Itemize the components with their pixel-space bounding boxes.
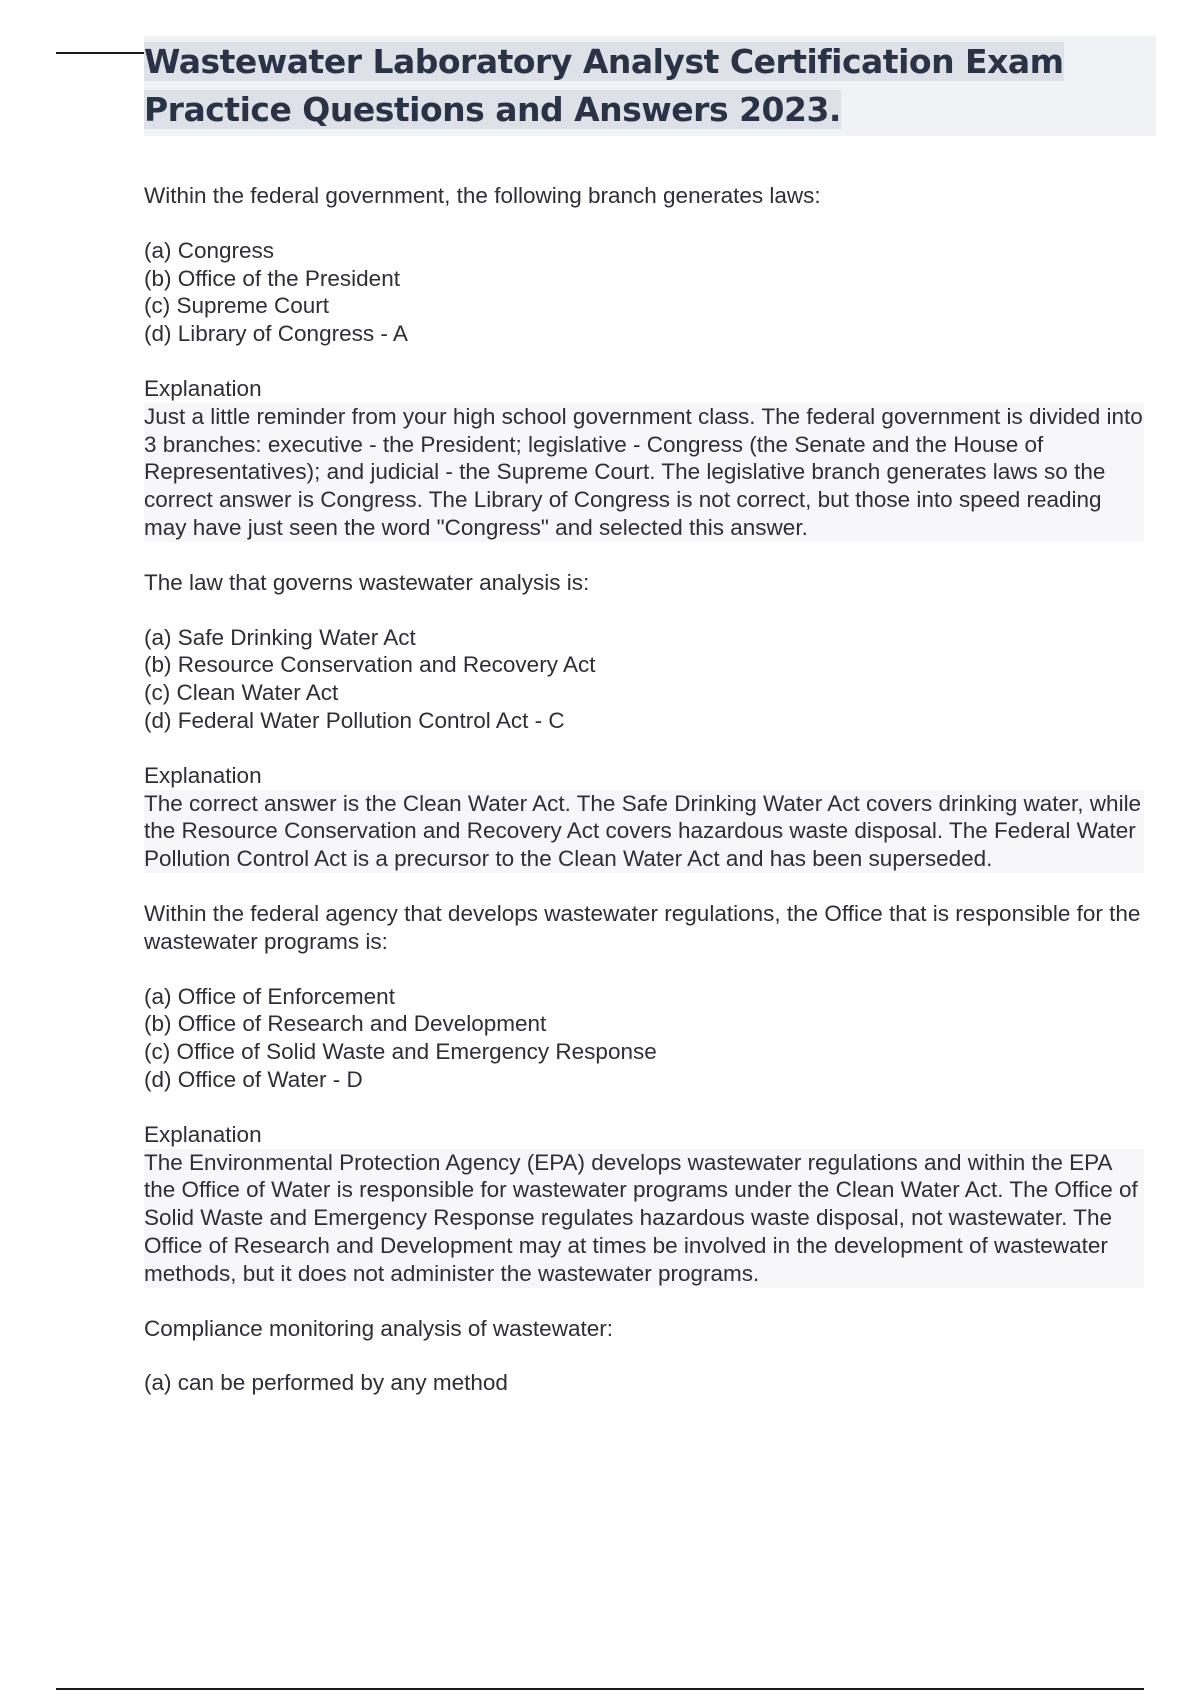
answer-option: (b) Office of Research and Development <box>144 1011 547 1037</box>
answer-option: (d) Library of Congress - A <box>144 321 408 347</box>
answer-option: (d) Office of Water - D <box>144 1066 363 1092</box>
answer-options <box>144 624 1144 735</box>
explanation-text: The correct answer is the Clean Water Act. The Safe Drinking Water Act covers drinking water, while the Resource Conservation and Recovery Act covers hazardous waste disposal. The Federal Water Pollution Control Act is a precursor to the Clean Water Act and has been superseded. <box>144 790 1144 873</box>
answer-option: (a) Safe Drinking Water Act <box>144 624 416 650</box>
document-title <box>144 38 1144 134</box>
answer-option: (d) Federal Water Pollution Control Act - C <box>144 707 565 733</box>
header-rule <box>56 52 144 54</box>
answer-option: (a) can be performed by any method <box>144 1370 508 1396</box>
question-block <box>144 182 1144 542</box>
answer-option: (c) Clean Water Act <box>144 680 339 706</box>
answer-option: (b) Resource Conservation and Recovery Act <box>144 652 596 678</box>
answer-option: (a) Office of Enforcement <box>144 983 395 1009</box>
explanation-text: The Environmental Protection Agency (EPA) develops wastewater regulations and within the EPA the Office of Water is responsible for wastewater programs under the Clean Water Act. The Office of Solid Waste and Emergency Response regulates hazardous waste disposal, not wastewater. The Office of Research and Development may at times be involved in the development of wastewater methods, but it does not administer the wastewater programs. <box>144 1149 1144 1288</box>
question-block <box>144 1315 1144 1398</box>
explanation-block <box>144 375 1144 542</box>
question-prompt: Within the federal government, the following branch generates laws: <box>144 183 821 208</box>
question-block <box>144 900 1144 1288</box>
question-prompt: Compliance monitoring analysis of wastewater: <box>144 1315 613 1341</box>
explanation-text: Just a little reminder from your high school government class. The federal government is divided into 3 branches: executive - the President; legislative - Congress (the Senate and the House of Representatives); and judicial - the Supreme Court. The legislative branch generates laws so the correct answer is Congress. The Library of Congress is not correct, but those into speed reading may have just seen the word "Congress" and selected this answer. <box>144 403 1143 540</box>
question-block <box>144 569 1144 873</box>
answer-options <box>144 1369 1144 1397</box>
document-title-text: Wastewater Laboratory Analyst Certification Exam Practice Questions and Answers 2023. <box>144 42 1064 129</box>
document-body <box>144 182 1144 1424</box>
answer-options <box>144 237 1144 348</box>
question-prompt: Within the federal agency that develops wastewater regulations, the Office that is responsible for the wastewater programs is: <box>144 900 1141 954</box>
answer-option: (c) Supreme Court <box>144 293 330 319</box>
answer-option: (a) Congress <box>144 237 275 263</box>
answer-options <box>144 983 1144 1094</box>
footer-rule <box>56 1688 1144 1690</box>
question-prompt: The law that governs wastewater analysis is: <box>144 569 590 595</box>
answer-option: (b) Office of the President <box>144 265 400 291</box>
answer-option: (c) Office of Solid Waste and Emergency Response <box>144 1039 657 1065</box>
explanation-heading: Explanation <box>144 762 262 788</box>
explanation-block <box>144 762 1144 873</box>
explanation-heading: Explanation <box>144 375 262 401</box>
explanation-block <box>144 1121 1144 1288</box>
explanation-heading: Explanation <box>144 1121 262 1147</box>
